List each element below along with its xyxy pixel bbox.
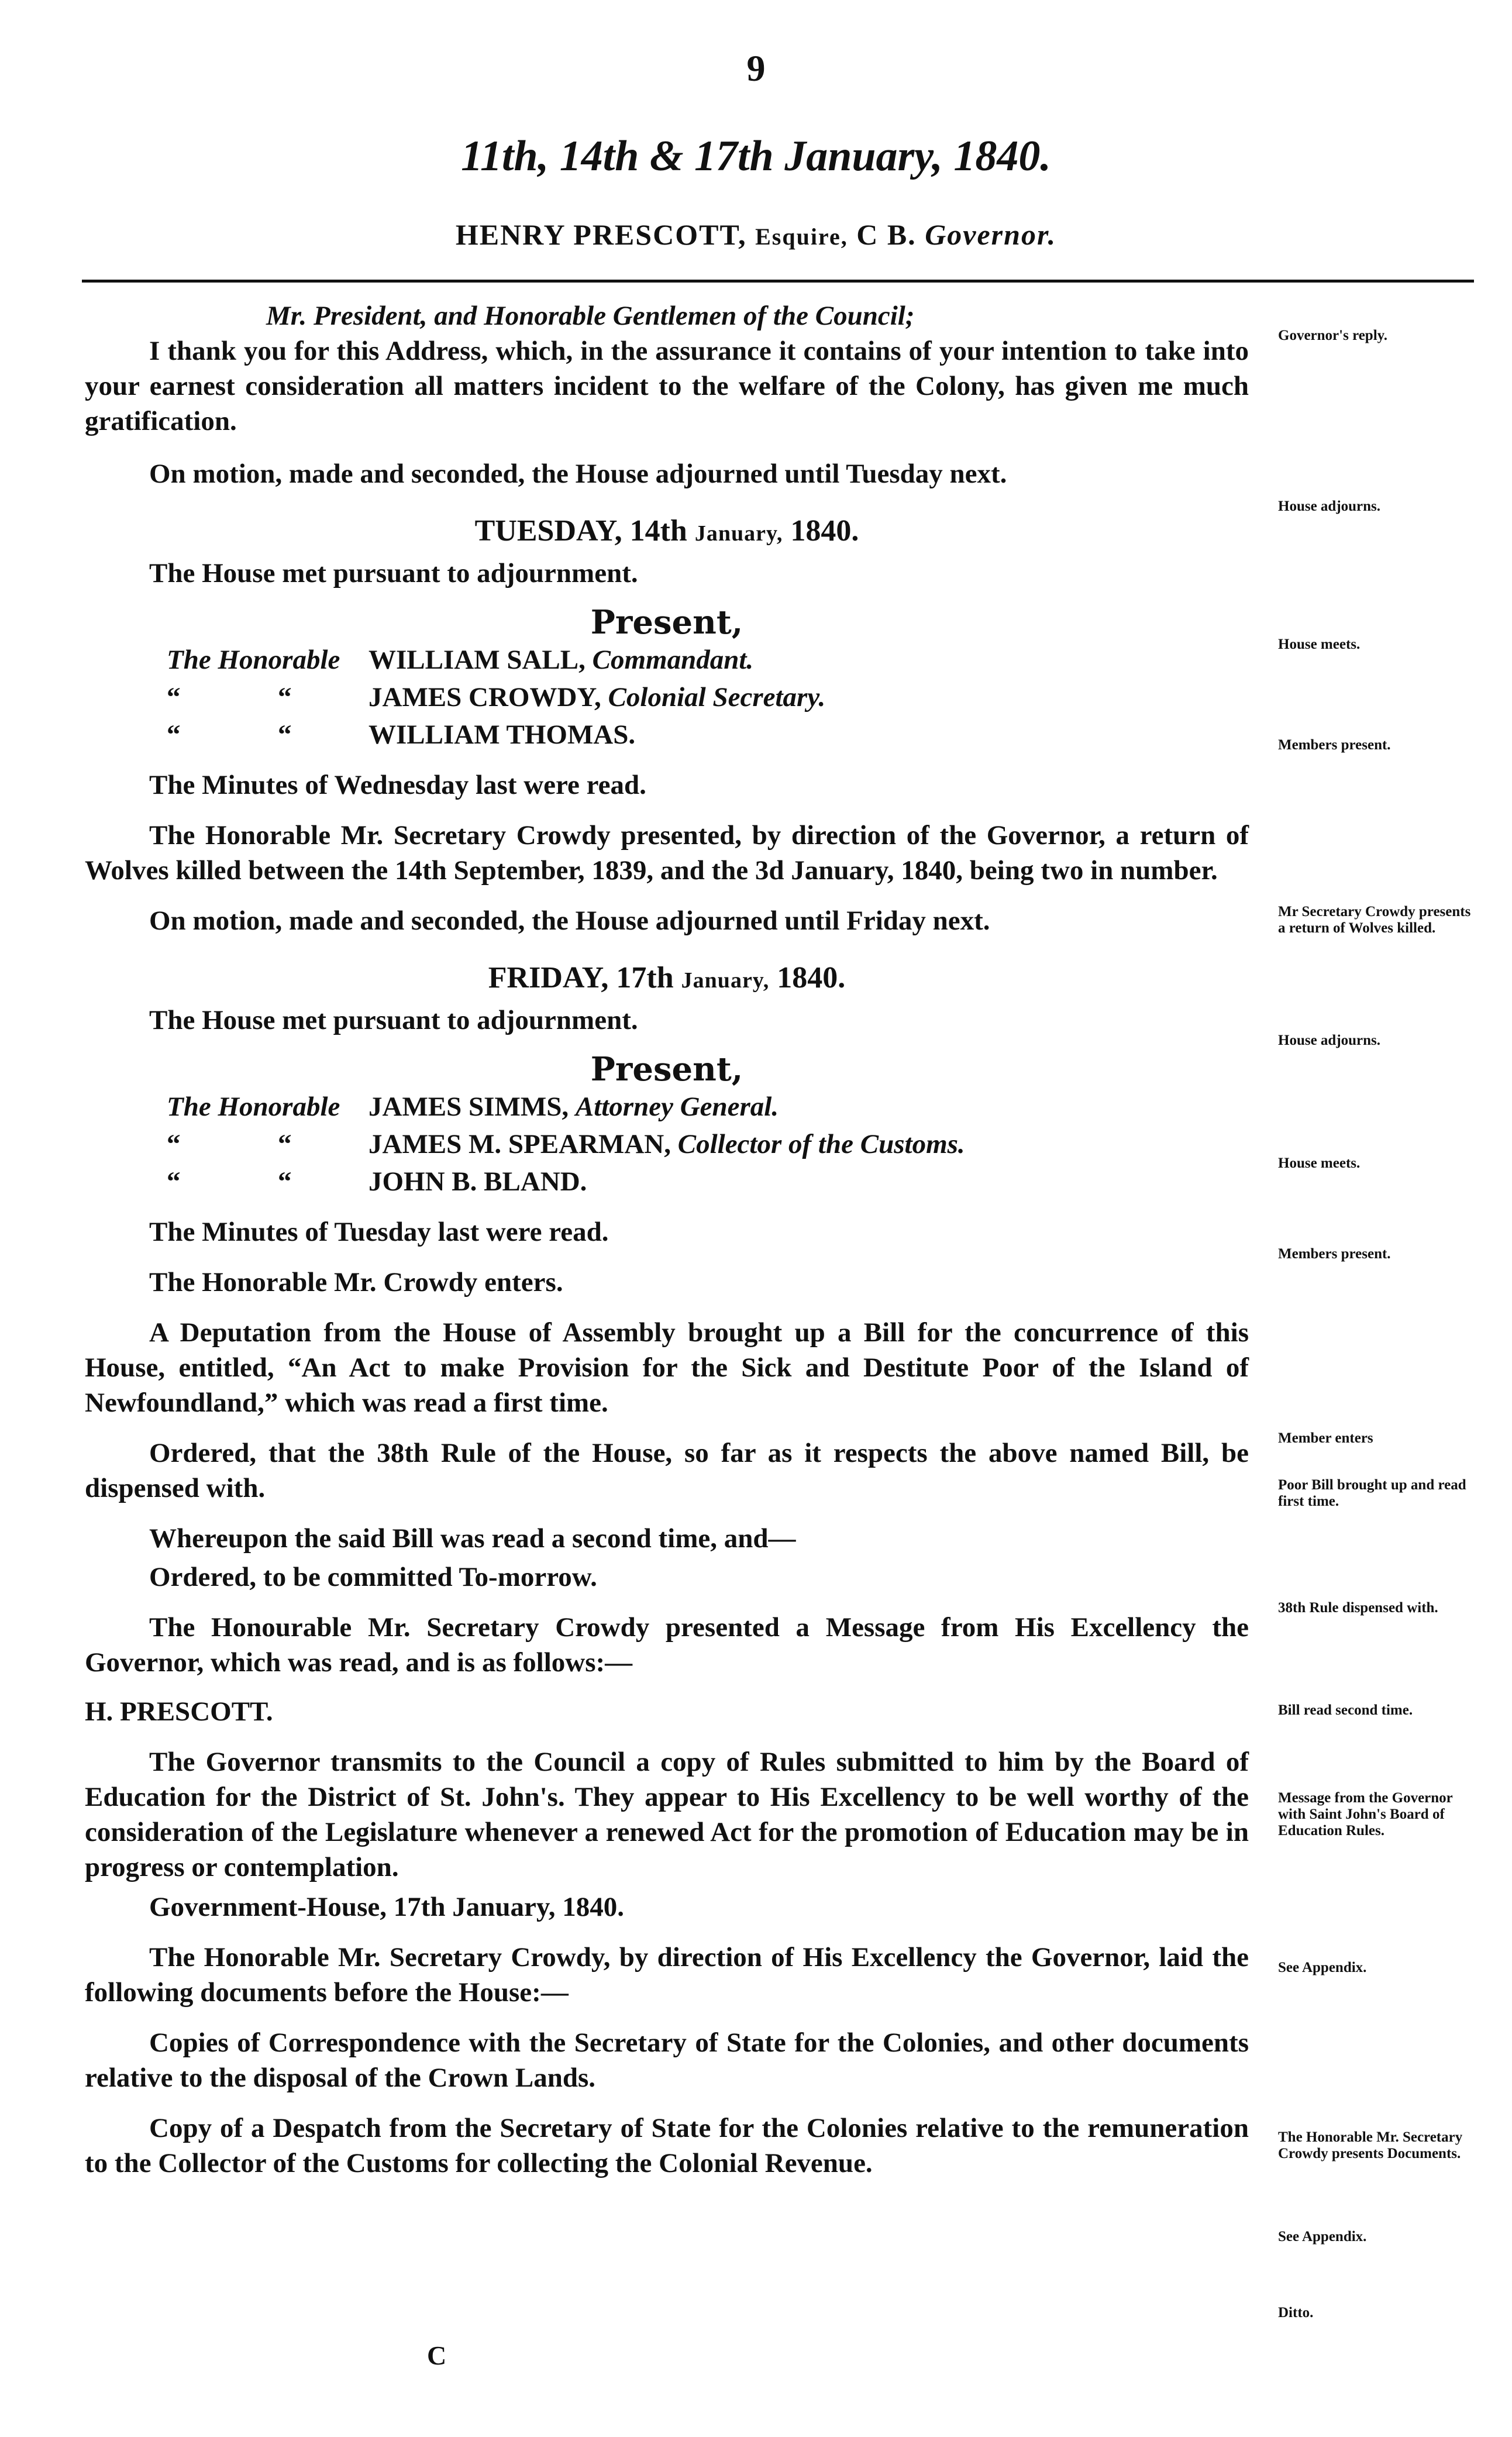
- margin-note-rule-dispensed: 38th Rule dispensed with.: [1278, 1600, 1438, 1616]
- member-row: “ “ JAMES M. SPEARMAN, Collector of the Customs.: [167, 1129, 965, 1159]
- page-number: 9: [746, 47, 766, 89]
- message-intro: The Honourable Mr. Secretary Crowdy presented a Message from His Excellency the Governor, which was read, and is as follows:—: [85, 1612, 1249, 1678]
- page-subtitle: [0, 218, 1512, 252]
- signature: H. PRESCOTT.: [85, 1696, 273, 1727]
- adjourn-paragraph-2: On motion, made and seconded, the House adjourned until Friday next.: [149, 906, 990, 936]
- government-house-date: Government-House, 17th January, 1840.: [149, 1892, 625, 1922]
- margin-note-house-adjourns: House adjourns.: [1278, 1032, 1381, 1048]
- copies-paragraph: Copies of Correspondence with the Secretary of State for the Colonies, and other documents relative to the disposal of the Crown Lands.: [85, 2028, 1249, 2093]
- crowdy-enters: The Honorable Mr. Crowdy enters.: [149, 1267, 563, 1297]
- margin-note-message: Message from the Governor with Saint John's Board of Education Rules.: [1278, 1790, 1453, 1839]
- margin-note-house-meets: House meets.: [1278, 636, 1361, 652]
- wolves-paragraph: The Honorable Mr. Secretary Crowdy presented, by direction of the Governor, a return of Wolves killed between the 14th September, 1839, and the 3d January, 1840, being two in number.: [85, 820, 1249, 886]
- members-list-1: [85, 642, 1249, 752]
- member-row: “ “ WILLIAM THOMAS.: [167, 720, 636, 750]
- whereupon-paragraph: Whereupon the said Bill was read a second time, and—: [149, 1523, 796, 1554]
- margin-note-house-meets: House meets.: [1278, 1155, 1361, 1171]
- present-heading-2: Present,: [590, 1050, 743, 1089]
- tuesday-met: The House met pursuant to adjournment.: [149, 558, 638, 588]
- governor-reply: I thank you for this Address, which, in the assurance it contains of your intention to take into your earnest consideration all matters incident to the welfare of the Colony, has given me much gratification.: [85, 336, 1249, 436]
- main-text: [85, 298, 1249, 2181]
- margin-note-members-present: Members present.: [1278, 1246, 1391, 1262]
- margin-note-see-appendix: See Appendix.: [1278, 2229, 1367, 2245]
- deputation-paragraph: A Deputation from the House of Assembly brought up a Bill for the concurrence of this House, entitled, “An Act to make Provision for the Sick and Destitute Poor of the Island of Newfoundland,” which was read a first time.: [85, 1317, 1249, 1418]
- rule-paragraph: Ordered, that the 38th Rule of the House, so far as it respects the above named Bill, be dispensed with.: [85, 1438, 1249, 1503]
- margin-note-member-enters: Member enters: [1278, 1430, 1373, 1446]
- adjourn-paragraph-1: On motion, made and seconded, the House adjourned until Tuesday next.: [149, 459, 1007, 489]
- governor-text: Governor.: [925, 218, 1057, 251]
- governor-name: HENRY PRESCOTT,: [455, 218, 747, 251]
- header-rule: [82, 280, 1474, 283]
- member-row: The Honorable WILLIAM SALL, Commandant.: [167, 645, 754, 675]
- margin-note-second-time: Bill read second time.: [1278, 1702, 1413, 1718]
- despatch-paragraph: Copy of a Despatch from the Secretary of State for the Colonies relative to the remuneration to the Collector of the Customs for collecting the Colonial Revenue.: [85, 2113, 1249, 2178]
- esquire-text: Esquire,: [755, 223, 848, 250]
- member-row: “ “ JOHN B. BLAND.: [167, 1166, 587, 1197]
- friday-heading: FRIDAY, 17th January, 1840.: [488, 961, 846, 994]
- margin-note-poor-bill: Poor Bill brought up and read first time.: [1278, 1477, 1466, 1509]
- message-body: The Governor transmits to the Council a copy of Rules submitted to him by the Board of Education for the District of St. John's. They appear to His Excellency to be well worthy of the consideration of the Legislature whenever a renewed Act for the promotion of Education may be in progress or contemplation.: [85, 1747, 1249, 1882]
- salutation: Mr. President, and Honorable Gentlemen of the Council;: [266, 301, 915, 331]
- minutes-read-1: The Minutes of Wednesday last were read.: [149, 770, 646, 800]
- margin-note-governors-reply: Governor's reply.: [1278, 328, 1388, 343]
- margin-note-members-present: Members present.: [1278, 737, 1391, 753]
- friday-met: The House met pursuant to adjournment.: [149, 1005, 638, 1035]
- member-row: “ “ JAMES CROWDY, Colonial Secretary.: [167, 682, 826, 712]
- member-row: The Honorable JAMES SIMMS, Attorney General.: [167, 1092, 779, 1122]
- cb-text: C B.: [856, 218, 917, 251]
- minutes-read-2: The Minutes of Tuesday last were read.: [149, 1217, 609, 1247]
- signature-mark: C: [427, 2340, 447, 2370]
- present-heading-1: Present,: [590, 603, 743, 642]
- commit-paragraph: Ordered, to be committed To-morrow.: [149, 1562, 597, 1592]
- documents-intro: The Honorable Mr. Secretary Crowdy, by direction of His Excellency the Governor, laid the following documents before the House:—: [85, 1942, 1249, 2008]
- margin-note-house-adjourns: House adjourns.: [1278, 498, 1381, 514]
- margin-note-see-appendix: See Appendix.: [1278, 1960, 1367, 1975]
- margin-note-documents: The Honorable Mr. Secretary Crowdy presents Documents.: [1278, 2129, 1463, 2161]
- margin-note-ditto: Ditto.: [1278, 2305, 1314, 2321]
- page-title: 11th, 14th & 17th January, 1840.: [461, 132, 1051, 180]
- members-list-2: [85, 1089, 1249, 1199]
- margin-note-wolves: Mr Secretary Crowdy presents a return of Wolves killed.: [1278, 904, 1471, 936]
- tuesday-heading: TUESDAY, 14th January, 1840.: [474, 514, 859, 548]
